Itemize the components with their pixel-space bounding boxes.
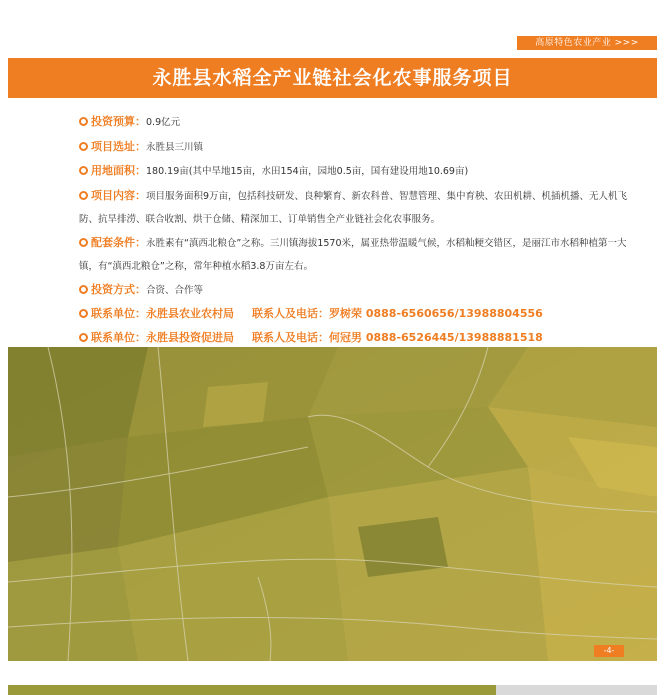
info-value: 项目服务面积9万亩，包括科技研发、良种繁育、新农科普、智慧管理、集中育秧、农田机耕、机插机播、无人机飞防、抗旱排涝、联合收割、烘干仓储、精深加工、订单销售全产业链社会化农事服务。 xyxy=(79,190,628,225)
bullet-ring-icon xyxy=(79,238,88,247)
bullet-ring-icon xyxy=(79,285,88,294)
info-value: 永胜素有“滇西北粮仓”之称。三川镇海拔1570米，属亚热带温暖气候，水稻籼粳交错区，是丽江市水稻种植第一大镇，有“滇西北粮仓”之称，常年种植水稻3.8万亩左右。 xyxy=(79,237,627,272)
contact-person-label: 联系人及电话： xyxy=(252,330,329,344)
contact-unit: 永胜县农业农村局 xyxy=(146,307,234,320)
page-title: 永胜县水稻全产业链社会化农事服务项目 xyxy=(8,58,657,98)
bullet-ring-icon xyxy=(79,309,88,318)
bullet-ring-icon xyxy=(79,142,88,151)
bullet-ring-icon xyxy=(79,191,88,200)
contact-row-agriculture xyxy=(79,302,639,326)
bullet-ring-icon xyxy=(79,166,88,175)
info-row-site xyxy=(79,135,639,160)
contact-unit-label: 联系单位： xyxy=(91,307,146,320)
next-page-strip xyxy=(496,685,657,695)
contact-unit-label: 联系单位： xyxy=(91,330,146,344)
info-row-budget xyxy=(79,110,639,135)
info-value: 180.19亩(其中旱地15亩，水田154亩，园地0.5亩，国有建设用地10.69亩) xyxy=(146,166,469,177)
info-label: 配套条件： xyxy=(91,235,146,249)
info-label: 投资方式： xyxy=(91,282,146,296)
info-value: 永胜县三川镇 xyxy=(146,141,204,153)
bullet-ring-icon xyxy=(79,333,88,342)
info-label: 项目选址： xyxy=(91,139,146,153)
page-number: -4- xyxy=(594,645,624,657)
bullet-ring-icon xyxy=(79,117,88,126)
info-label: 项目内容： xyxy=(91,188,146,202)
contact-person: 何冠男 0888-6526445/13988881518 xyxy=(329,330,543,344)
contact-person-label: 联系人及电话： xyxy=(252,307,329,320)
info-value: 合资、合作等 xyxy=(146,284,204,296)
info-row-conditions xyxy=(0,231,639,278)
info-label: 投资预算： xyxy=(91,115,146,128)
info-row-investment xyxy=(79,278,639,303)
info-row-content xyxy=(0,184,639,231)
project-info xyxy=(79,110,639,349)
info-value: 0.9亿元 xyxy=(146,117,181,128)
contact-unit: 永胜县投资促进局 xyxy=(146,330,234,344)
info-row-area xyxy=(79,159,639,184)
next-page-photo-strip xyxy=(8,685,496,695)
section-tag: 高原特色农业产业 >>> xyxy=(517,36,657,50)
info-label: 用地面积： xyxy=(91,164,146,177)
contact-row-investment xyxy=(79,326,639,350)
contact-person: 罗树荣 0888-6560656/13988804556 xyxy=(329,307,543,320)
rice-field-aerial-photo xyxy=(8,347,657,661)
